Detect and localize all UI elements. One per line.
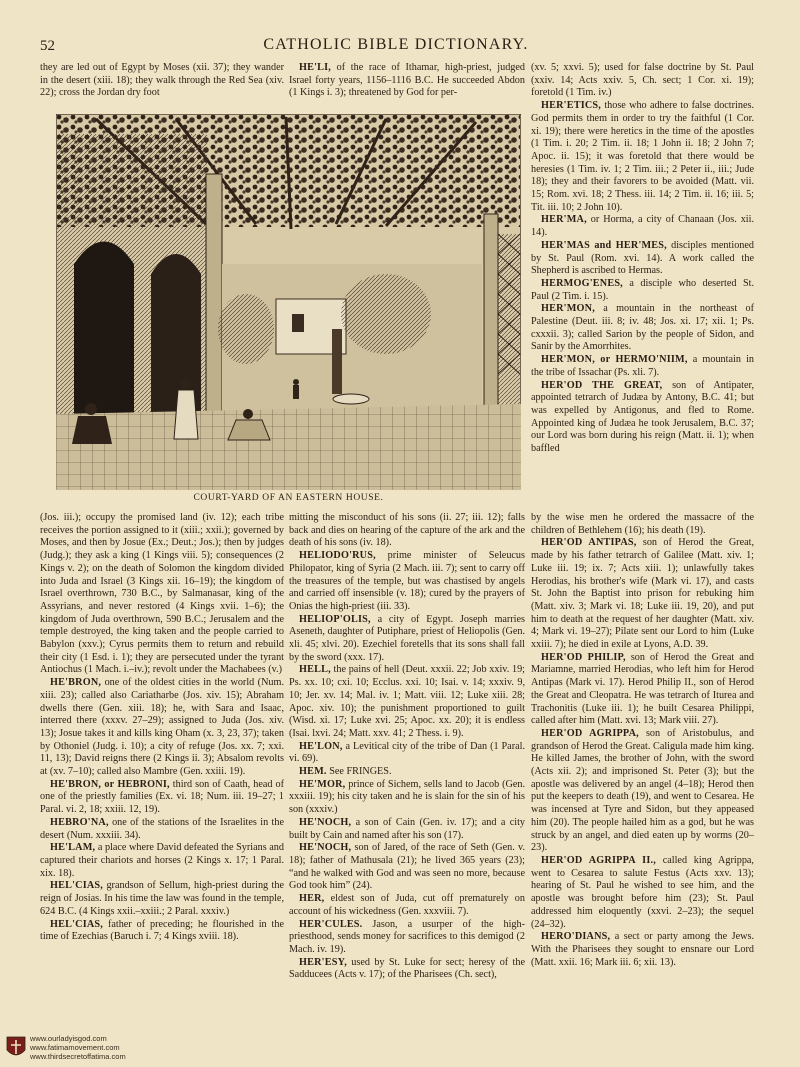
entry-text: (xv. 5; xxvi. 5); used for false doctrine by St. Paul (xxiv. 14; Acts xxiv. 5, Ch. sect; 1 Cor. xi. 19); foretold (1 Tim. iv.) — [531, 62, 754, 99]
column-bottom-left — [40, 512, 284, 944]
column-top-left — [40, 62, 284, 100]
entry-text: prime minister of Seleucus Philopator, king of Syria (2 Mach. iii. 7); sent to carry off the treasures of the temple, but was chastised by angels and carried off insensible (v. 18); cured by the prayers of Onias the high-priest (iii. 33). — [289, 550, 525, 612]
entry-headword: HER'OD THE GREAT, — [541, 379, 663, 391]
column-right-top — [531, 62, 754, 456]
entry-text: or Horma, a city of Chanaan (Jos. xii. 14). — [531, 214, 754, 239]
dictionary-entry — [531, 537, 754, 651]
entry-text: father of preceding; he flourished in the time of Ezechias (Baruch i. 7; 4 Kings xviii. 18). — [40, 918, 284, 943]
dictionary-entry — [531, 728, 754, 855]
entry-headword: HE'NOCH, — [299, 842, 352, 854]
dictionary-entry — [289, 842, 525, 893]
entry-text: called king Agrippa, went to Cesarea to salute Festus (Acts xxv. 13); hearing of St. Paul he wished to see him, and the apostle was brought before him (23); St. Paul addressed him eloquently (xxvi. 2–23); the sequel (24–32). — [531, 854, 754, 930]
entry-text: one of the oldest cities in the world (Num. xiii. 23); called also Cariatharbe (Jos. xiv. 15); Abraham dwells there (Gen. xiii. 18); he, with Sara and Isaac, interred there (xxxv. 27–29); assigned to Juda (Jos. xiv. 13); Josue takes it and kills king Oham (x. 3, 23, 37); taken by Othoniel (Judg. i. 10); a city of refuge (Jos. xx. 7; xxi. 11, 13); David reigns there (2 Kings ii. 3); Absalom revolts at (xv. 7–10); called also Mambre (Gen. xxiii. 19). — [40, 677, 284, 778]
dictionary-entry — [40, 880, 284, 918]
entry-text: son of Herod the Great and Mariamne, married Herodias, who left him for Herod Antipas (Mark vi. 17). Herod Philip II., son of Herod the Great and Cleopatra. He was tetrarch of Iturea and Trachonitis (Luke iii. 1); he built Cesarea Philippi, called after him (Matt. xvi. 13; Mark viii. 27). — [531, 651, 754, 727]
entry-headword: HELIOP'OLIS, — [299, 613, 371, 625]
column-bottom-right — [531, 512, 754, 969]
page-header — [40, 36, 752, 56]
entry-text: of the race of Ithamar, high-priest, judged Israel forty years, 1156–1116 B.C. He succeeded Abdon (1 Kings i. 3); threatened by God for per- — [289, 62, 525, 99]
dictionary-entry — [531, 303, 754, 354]
dictionary-entry — [289, 957, 525, 982]
entry-headword: HERMOG'ENES, — [541, 277, 623, 289]
entry-headword: HER'MAS and HER'MES, — [541, 239, 667, 251]
dictionary-entry — [531, 278, 754, 303]
entry-text: son of Antipater, appointed tetrarch of Judæa by Antony, B.C. 41; but was expelled by Antigonus, and fled to Rome. Appointed king of Judæa he took Jerusalem, B.C. 37; our Lord was born during his reign (Matt. ii. 1); when baffled — [531, 379, 754, 455]
entry-headword: HER'MON, — [541, 303, 595, 315]
entry-headword: HER, — [299, 893, 325, 905]
dictionary-entry — [531, 855, 754, 931]
entry-text: disciples mentioned by St. Paul (Rom. xvi. 14). A work called the Shepherd is ascribed to Hermas. — [531, 239, 754, 277]
entry-headword: HER'ESY, — [299, 956, 347, 968]
entry-text: a son of Cain (Gen. iv. 17); and a city built by Cain and named after his son (17). — [289, 816, 525, 841]
entry-headword: HER'ETICS, — [541, 100, 602, 112]
entry-headword: HER'MA, — [541, 214, 587, 226]
entry-headword: HER'CULES. — [299, 918, 363, 930]
entry-headword: HE'BRON, or HEBRONI, — [50, 778, 170, 790]
dictionary-entry — [531, 214, 754, 239]
dictionary-entry — [40, 779, 284, 817]
dictionary-entry — [289, 614, 525, 665]
entry-continuation — [40, 62, 284, 100]
dictionary-entry — [289, 741, 525, 766]
entry-headword: HEL'CIAS, — [50, 880, 104, 892]
entry-text: a mountain in the northeast of Palestine (Deut. iii. 8; iv. 48; Jos. xi. 17; xii. 1; Ps. cxxxii. 3); called Sarion by the people of Sidon, and Sanir by the Amorrhites. — [531, 303, 754, 353]
dictionary-entry — [531, 652, 754, 728]
shield-logo-icon — [6, 1036, 26, 1060]
entry-headword: HER'OD PHILIP, — [541, 651, 626, 663]
entry-headword: HEL'CIAS, — [50, 918, 104, 930]
entry-continuation — [289, 512, 525, 550]
dictionary-entry — [289, 550, 525, 614]
entry-text: a Levitical city of the tribe of Dan (1 Paral. vi. 69). — [289, 740, 525, 765]
figure-caption: COURT-YARD OF AN EASTERN HOUSE. — [193, 493, 384, 503]
running-title: CATHOLIC BIBLE DICTIONARY. — [263, 36, 529, 53]
entry-headword: HER'OD AGRIPPA II., — [541, 854, 656, 866]
entry-headword: HER'MON, or HERMO'NIIM, — [541, 354, 688, 366]
entry-continuation — [40, 512, 284, 677]
column-top-middle — [289, 62, 525, 100]
footer-url[interactable]: www.thirdsecretoffatima.com — [30, 1052, 126, 1062]
entry-headword: HE'MOR, — [299, 778, 346, 790]
entry-text: son of Aristobulus, and grandson of Herod the Great. Caligula made him king. He killed James, the brother of John, with the sword (Acts xii. 2); and imprisoned St. Peter (3); but the apostle was delivered by an angel (4–18); Herod then put the keepers to death (19), and went to Cesarea. He was incensed at Tyre and Sidon, but they appeased him (20). The people hailed him as a god, but he was struck by an angel, and died eaten up by worms (20–23). — [531, 727, 754, 854]
courtyard-engraving — [56, 114, 521, 490]
dictionary-entry — [289, 817, 525, 842]
dictionary-entry — [289, 62, 525, 100]
entry-text: Jason, a usurper of the high-priesthood, sends money for sacrifices to this demigod (2 Mach. iv. 19). — [289, 918, 525, 955]
entry-text: used by St. Luke for sect; heresy of the Sadducees (Acts v. 17); of the Pharisees (Ch. sect), — [289, 956, 525, 981]
entry-text: a city of Egypt. Joseph marries Aseneth, daughter of Putiphare, priest of Heliopolis (Gen. xli. 45; xlvi. 20). Ezechiel foretells that its sons shall fall by the sword (xxx. 17). — [289, 613, 525, 663]
page-number: 52 — [40, 38, 55, 54]
dictionary-entry — [531, 240, 754, 278]
entry-text: a place where David defeated the Syrians and captured their chariots and horses (2 Kings x. 17; 1 Paral. xix. 18). — [40, 842, 284, 879]
column-bottom-middle — [289, 512, 525, 982]
entry-text: they are led out of Egypt by Moses (xii. 37); they wander in the desert (xiii. 18); they walk through the Red Sea (xiv. 22); cross the Jordan dry foot — [40, 62, 284, 99]
entry-text: third son of Caath, head of one of the priestly families (Ex. vi. 18; Num. iii. 19–27; 1 Paral. vi. 2, 18; xxiii. 12, 19). — [40, 778, 285, 816]
dictionary-entry — [289, 664, 525, 740]
entry-continuation — [531, 512, 754, 537]
entry-headword: HEBRO'NA, — [50, 816, 109, 828]
entry-headword: HE'LON, — [299, 740, 343, 752]
entry-text: (Jos. iii.); occupy the promised land (iv. 12); each tribe receives the portion assigned to it (xiii.; xxii.); governed by Moses, and then by Josue (Ex.; Deut.; Jos.); then by judges (Judg.); they ask a king (1 Kings viii. 5); consequences (2 Kings v. 2); on the death of Solomon the kingdom divided into Juda and Israel (3 Kings xii. 16–19); the kingdom of Israel overthrown, 730 B.C., by Salmanasar, king of the Assyrians, and never restored (4 Kings xvii. 1–6); the kingdom of Juda overthrown, 590 B.C.; Jerusalem and the temple destroyed, the king taken and the people carried to Babylon (xxv.); Cyrus permits them to return and rebuild their city (1 Esd. i. 1); they are persecuted under the tyrant Antiochus (1 Mach. i.–iv.); revolt under the Machabees (v.) — [40, 512, 284, 676]
dictionary-entry — [531, 100, 754, 214]
entry-headword: HELL, — [299, 664, 331, 676]
entry-headword: HE'BRON, — [50, 677, 102, 689]
dictionary-entry — [289, 919, 525, 957]
entry-text: grandson of Sellum, high-priest during the reign of Josias. In his time the law was found in the temple, 624 B.C. (4 Kings xxii.–xxiii.; 2 Paral. xxxiv.) — [40, 880, 284, 917]
entry-headword: HE'NOCH, — [299, 816, 352, 828]
entry-headword: HE'LI, — [299, 62, 332, 73]
dictionary-entry — [40, 677, 284, 779]
entry-text: mitting the misconduct of his sons (ii. 27; iii. 12); falls back and dies on hearing of the capture of the ark and the death of his sons (iv. 18). — [289, 512, 525, 549]
entry-text: son of Jared, of the race of Seth (Gen. v. 18); father of Mathusala (21); he lived 365 years (23); “and he walked with God and was seen no more, because God took him” (24). — [289, 842, 525, 892]
entry-text: those who adhere to false doctrines. God permits them in order to try the faithful (1 Cor. xi. 19); there were heretics in the time of the apostles (1 Tim. i. 20; 2 Tim. ii. 18; 1 John ii. 18; 2 John 7; Apoc. ii. 15); it was foretold that there would be heresies (1 Tim. iv. 1; 2 Tim. iii.; 2 Peter ii., iii.; Jude 18); they and their favorers to be avoided (Matt. vii. 15; Rom. xvi. 18; 2 Thess. iii. 14; 2 Tim. ii. 16; iii. 5; Tit. iii. 10; 2 John 10). — [531, 100, 754, 213]
dictionary-entry — [531, 354, 754, 379]
dictionary-entry — [40, 919, 284, 944]
entry-text: a disciple who deserted St. Paul (2 Tim. i. 15). — [531, 277, 754, 302]
entry-text: a mountain in the tribe of Issachar (Ps. xli. 7). — [531, 354, 754, 378]
dictionary-entry — [289, 779, 525, 817]
entry-text: by the wise men he ordered the massacre of the children of Bethlehem (16); his death (19). — [531, 512, 754, 536]
entry-headword: HER'OD AGRIPPA, — [541, 727, 639, 739]
footer-urls — [30, 1034, 126, 1062]
dictionary-entry — [531, 380, 754, 456]
entry-text: a sect or party among the Jews. With the Pharisees they sought to ensnare our Lord (Matt. xxii. 16; Mark iii. 6; xii. 13). — [531, 931, 754, 968]
dictionary-entry — [289, 766, 525, 779]
entry-headword: HEM. — [299, 766, 327, 778]
entry-text: See FRINGES. — [326, 766, 392, 778]
entry-text: son of Herod the Great, made by his father tetrarch of Galilee (Matt. xiv. 1; Luke iii. 19; ix. 7; Acts xiii. 1); unlawfully takes Herodias, his brother's wife (Mark vi. 17), and casts St. John the Baptist into prison for rebuking him (Matt. xiv. 3; Mark vi. 18; Luke iii. 19, 20), and put him to death at the request of her daughter (Matt. xiv. 4; Mark vi. 19–27); Pilate sent our Lord to him (Luke xxiii. 7); he died in exile at Lyons, A.D. 39. — [531, 537, 754, 651]
dictionary-entry — [40, 842, 284, 880]
engraving-illustration — [56, 114, 521, 490]
footer-url[interactable]: www.fatimamovement.com — [30, 1043, 120, 1053]
entry-text: one of the stations of the Israelites in the desert (Num. xxxiii. 34). — [40, 816, 284, 841]
dictionary-entry — [40, 817, 284, 842]
entry-text: eldest son of Juda, cut off prematurely on account of his wickedness (Gen. xxxviii. 7). — [289, 893, 525, 917]
entry-headword: HERO'DIANS, — [541, 931, 611, 943]
entry-headword: HE'LAM, — [50, 842, 96, 854]
dictionary-entry — [531, 931, 754, 969]
footer-url[interactable]: www.ourladyisgod.com — [30, 1034, 107, 1043]
entry-text: the pains of hell (Deut. xxxii. 22; Job xxiv. 19; Ps. xx. 10; cxi. 10; Ecclus. xxi. 10; Isai. v. 14; xxxiv. 9, 10; Jer. xv. 14; Mal. iv. 1; Matt. viii. 12; Luke xiii. 28; Apoc. xiv. 10); the punishment proportioned to guilt (Wisd. xi. 17; Luke xvi. 25; Apoc. xx. 20); it is endless (Isai. lxvi. 24; Matt. xxv. 41; 2 Thess. i. 9). — [289, 664, 525, 739]
dictionary-entry — [289, 893, 525, 918]
entry-headword: HELIODO'RUS, — [299, 550, 376, 562]
entry-headword: HER'OD ANTIPAS, — [541, 537, 637, 549]
entry-text: prince of Sichem, sells land to Jacob (Gen. xxxiii. 19); his city taken and he is slain for the sin of his son (xxxiv.) — [289, 778, 525, 816]
entry-continuation — [531, 62, 754, 100]
